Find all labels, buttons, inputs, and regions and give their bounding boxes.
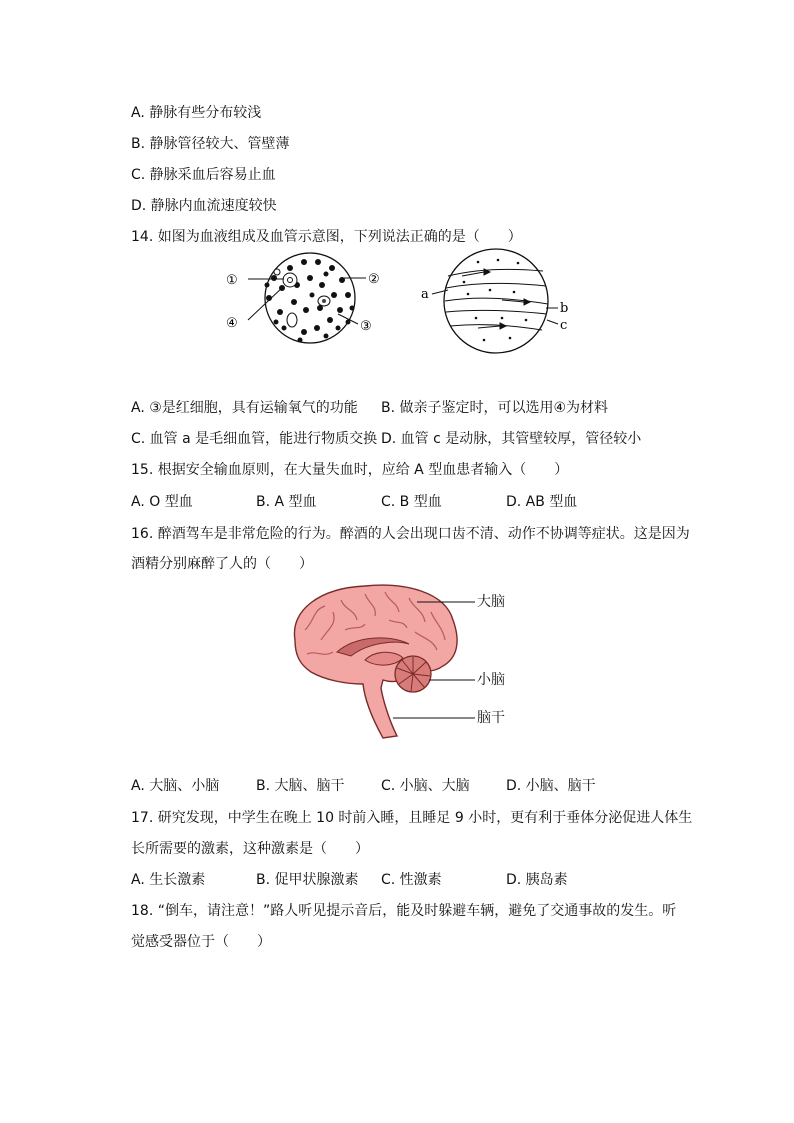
- q16-stem-line2: 酒精分别麻醉了人的（ ）: [131, 556, 313, 572]
- q14-option-d: D. 血管 c 是动脉，其管壁较厚，管径较小: [381, 431, 642, 447]
- q16-option-b: B. 大脑、脑干: [256, 778, 345, 794]
- q14-option-c: C. 血管 a 是毛细血管，能进行物质交换: [131, 431, 378, 447]
- q13-option-c: C. 静脉采血后容易止血: [131, 167, 276, 183]
- brain-label-brainstem: 脑干: [477, 710, 505, 726]
- q18-stem-line2: 觉感受器位于（ ）: [131, 934, 271, 950]
- q13-option-b: B. 静脉管径较大、管壁薄: [131, 136, 290, 152]
- blood-smear-figure: [222, 240, 392, 355]
- q15-option-d: D. AB 型血: [506, 494, 578, 510]
- q16-stem-line1: 16. 醉酒驾车是非常危险的行为。醉酒的人会出现口齿不清、动作不协调等症状。这是因为: [131, 526, 690, 542]
- q17-stem-line1: 17. 研究发现，中学生在晚上 10 时前入睡，且睡足 9 小时，更有利于垂体分泌促进人体生: [131, 810, 693, 826]
- q15-option-c: C. B 型血: [381, 494, 442, 510]
- blood-vessel-figure: [418, 246, 578, 358]
- q17-option-b: B. 促甲状腺激素: [256, 872, 359, 888]
- q17-option-d: D. 胰岛素: [506, 872, 568, 888]
- q13-option-a: A. 静脉有些分布较浅: [131, 105, 262, 121]
- label-2: ②: [368, 272, 380, 287]
- q15-option-a: A. O 型血: [131, 494, 193, 510]
- brain-label-cerebrum: 大脑: [477, 594, 505, 610]
- q17-option-c: C. 性激素: [381, 872, 442, 888]
- label-4: ④: [226, 316, 238, 331]
- q14-stem: 14. 如图为血液组成及血管示意图，下列说法正确的是（ ）: [131, 229, 522, 245]
- label-a: a: [421, 287, 429, 302]
- label-3: ③: [360, 319, 372, 334]
- q16-option-c: C. 小脑、大脑: [381, 778, 470, 794]
- label-1: ①: [226, 273, 238, 288]
- q15-option-b: B. A 型血: [256, 494, 317, 510]
- q18-stem-line1: 18. “倒车，请注意！”路人听见提示音后，能及时躲避车辆，避免了交通事故的发生。听: [131, 903, 677, 919]
- q13-option-d: D. 静脉内血流速度较快: [131, 198, 277, 214]
- brain-label-cerebellum: 小脑: [477, 672, 505, 688]
- q15-stem: 15. 根据安全输血原则，在大量失血时，应给 A 型血患者输入（ ）: [131, 462, 569, 478]
- q17-option-a: A. 生长激素: [131, 872, 206, 888]
- label-b: b: [560, 301, 569, 316]
- label-c: c: [560, 318, 568, 333]
- q14-option-a: A. ③是红细胞，具有运输氧气的功能: [131, 400, 358, 416]
- q17-stem-line2: 长所需要的激素，这种激素是（ ）: [131, 841, 369, 857]
- q16-option-a: A. 大脑、小脑: [131, 778, 220, 794]
- q16-option-d: D. 小脑、脑干: [506, 778, 596, 794]
- q14-option-b: B. 做亲子鉴定时，可以选用④为材料: [381, 400, 609, 416]
